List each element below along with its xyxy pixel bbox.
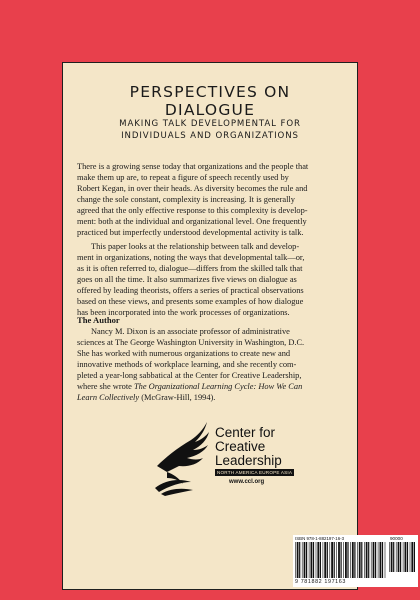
barcode-bar bbox=[341, 542, 342, 578]
barcode-bar bbox=[352, 542, 354, 578]
barcode-bar bbox=[336, 542, 337, 578]
barcode-bar bbox=[393, 542, 394, 572]
author-bio bbox=[77, 326, 345, 403]
publisher-note: (McGraw-Hill, 1994). bbox=[139, 393, 216, 402]
text-line: based on these views, and presents some examples of how dialogue bbox=[77, 297, 304, 306]
barcode-bar bbox=[396, 542, 397, 572]
barcode-bar bbox=[385, 542, 386, 578]
barcode-addon-icon bbox=[389, 542, 415, 572]
book-title-italic: The Organizational Learning Cycle: How We Can bbox=[133, 382, 303, 391]
barcode-bar bbox=[371, 542, 372, 578]
barcode-bar bbox=[368, 542, 369, 578]
text-line: ment in organizations, noting the ways that developmental talk—or, bbox=[77, 253, 305, 262]
barcode-bar bbox=[347, 542, 348, 578]
book-title-italic: Learn Collectively bbox=[77, 393, 140, 402]
barcode-bar bbox=[414, 542, 415, 572]
barcode-bar bbox=[309, 542, 310, 578]
back-cover-panel bbox=[62, 62, 403, 590]
summary-paragraph-2 bbox=[77, 241, 345, 318]
barcode-bar bbox=[334, 542, 335, 578]
barcode-bar bbox=[357, 542, 358, 578]
barcode-bar bbox=[405, 542, 407, 572]
text-line: offered by leading theorists, offers a series of practical observations bbox=[77, 286, 304, 295]
isbn-label: ISBN 978-1-882197-16-3 bbox=[295, 536, 345, 541]
text-line bbox=[77, 381, 345, 392]
text-line: ment: both at the individual and organizational level. One frequently bbox=[77, 217, 307, 226]
logo-wordmark bbox=[215, 426, 282, 468]
title-line: DIALOGUE bbox=[164, 101, 256, 119]
barcode-bar bbox=[295, 542, 296, 578]
barcode-bar bbox=[350, 542, 351, 578]
bird-logo-icon bbox=[151, 418, 213, 496]
barcode-bar bbox=[375, 542, 376, 578]
barcode-bar bbox=[304, 542, 306, 578]
isbn-barcode bbox=[293, 535, 418, 587]
barcode-bar bbox=[410, 542, 411, 572]
barcode-bar bbox=[320, 542, 321, 578]
logo-regions: NORTH AMERICA EUROPE ASIA bbox=[217, 470, 293, 475]
barcode-bar bbox=[313, 542, 314, 578]
barcode-bar bbox=[311, 542, 313, 578]
logo-line: Leadership bbox=[215, 453, 282, 468]
book-subtitle bbox=[63, 118, 357, 142]
text-line: goes on all the time. It also summarizes five views on dialogue as bbox=[77, 275, 297, 284]
barcode-bar bbox=[366, 542, 368, 578]
subtitle-line: INDIVIDUALS AND ORGANIZATIONS bbox=[121, 131, 299, 141]
text-line: agreed that the only effective response to this complexity is develop- bbox=[77, 206, 308, 215]
barcode-bar bbox=[299, 542, 300, 578]
text-fragment: where she wrote bbox=[77, 382, 132, 391]
barcode-bar bbox=[302, 542, 303, 578]
barcode-bar bbox=[373, 542, 375, 578]
barcode-bar bbox=[330, 542, 331, 578]
barcode-bar bbox=[391, 542, 393, 572]
text-line bbox=[77, 392, 345, 403]
text-line: innovative methods of workplace learning, and she recently com- bbox=[77, 360, 297, 369]
barcode-bar bbox=[382, 542, 383, 578]
barcode-bar bbox=[297, 542, 299, 578]
barcode-bar bbox=[403, 542, 404, 572]
barcode-bar bbox=[331, 542, 333, 578]
barcode-bar bbox=[354, 542, 355, 578]
barcode-bar bbox=[323, 542, 324, 578]
text-line: Nancy M. Dixon is an associate professor of administrative bbox=[91, 327, 290, 336]
logo-line: Center for bbox=[215, 425, 276, 440]
barcode-bar bbox=[380, 542, 382, 578]
barcode-bar bbox=[324, 542, 326, 578]
barcode-bar bbox=[400, 542, 401, 572]
barcode-bar bbox=[407, 542, 408, 572]
logo-line: Creative bbox=[215, 439, 266, 454]
barcode-bar bbox=[411, 542, 413, 572]
logo-url: www.ccl.org bbox=[229, 479, 265, 485]
text-line: as it is often referred to, dialogue—differs from the skilled talk that bbox=[77, 264, 303, 273]
text-line: pleted a year-long sabbatical at the Center for Creative Leadership, bbox=[77, 371, 302, 380]
barcode-bar bbox=[398, 542, 400, 572]
barcode-bar bbox=[345, 542, 347, 578]
barcode-bar bbox=[327, 542, 328, 578]
barcode-bar bbox=[343, 542, 344, 578]
author-heading: The Author bbox=[77, 315, 120, 325]
barcode-number: 9 781882 197163 bbox=[295, 579, 346, 585]
text-line: has been incorporated into the work processes of organizations. bbox=[77, 308, 290, 317]
book-title bbox=[63, 83, 357, 119]
text-line: This paper looks at the relationship between talk and develop- bbox=[91, 242, 300, 251]
subtitle-line: MAKING TALK DEVELOPMENTAL FOR bbox=[119, 119, 301, 129]
barcode-bar bbox=[361, 542, 362, 578]
text-line: She has worked with numerous organizations to create new and bbox=[77, 349, 291, 358]
barcode-bar bbox=[317, 542, 319, 578]
barcode-icon bbox=[295, 542, 387, 578]
barcode-bar bbox=[389, 542, 390, 572]
text-line: Robert Kegan, in over their heads. As diversity becomes the rule and bbox=[77, 184, 308, 193]
barcode-bar bbox=[316, 542, 317, 578]
barcode-bar bbox=[306, 542, 307, 578]
ccl-logo bbox=[151, 418, 321, 498]
barcode-bar bbox=[338, 542, 340, 578]
barcode-bar bbox=[364, 542, 365, 578]
text-line: practiced but imperfectly understood developmental activity is talk. bbox=[77, 228, 304, 237]
summary-paragraph-1 bbox=[77, 161, 345, 238]
barcode-bar bbox=[359, 542, 361, 578]
text-line: change the sole constant, complexity is increasing. It is generally bbox=[77, 195, 295, 204]
barcode-addon-number: 90000 bbox=[390, 536, 403, 541]
text-line: There is a growing sense today that organizations and the people that bbox=[77, 162, 309, 171]
barcode-bar bbox=[378, 542, 379, 578]
title-line: PERSPECTIVES ON bbox=[129, 83, 291, 101]
text-line: sciences at The George Washington University in Washington, D.C. bbox=[77, 338, 305, 347]
text-line: make them up are, to repeat a figure of speech recently used by bbox=[77, 173, 289, 182]
